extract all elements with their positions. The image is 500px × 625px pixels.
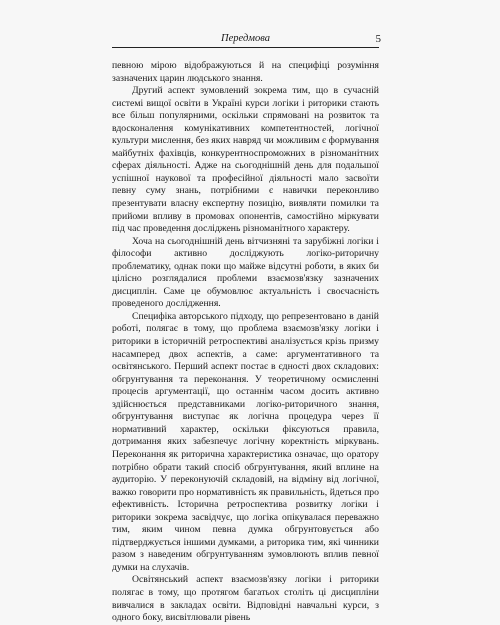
body-text <box>112 60 379 625</box>
paragraph: Специфіка авторського підходу, що репрезентовано в даній роботі, полягає в тому, що проблема взаємозв'язку логіки і риторики в історичній ретроспективі аналізується крізь призму насамперед двох аспектів, а саме: аргументативного та освітянського. Перший аспект постає в єдності двох складових: обгрунтування та переконання. У теоретичному осмисленні процесів аргументації, що останнім часом досить активно здійснюється представниками логіко-риторичного знання, обгрунтування виступає як логічна процедура через її нормативний характер, оскільки фіксуються правила, дотримання яких забезпечує логічну коректність міркувань. Переконання як риторична характеристика означає, що оратору потрібно обрати такий спосіб обгрунтування, який вплине на аудиторію. У переконуючій складовій, на відміну від логічної, важко говорити про нормативність як правильність, йдеться про ефективність. Історична ретроспектива розвитку логіки і риторики зокрема засвідчує, що логіка опікувалася переважно тим, яким чином певна думка обгрунтовується або підтверджується іншими думками, а риторика тим, які чинники разом з наведеним обгрунтуванням зумовлюють вплив певної думки на слухачів. <box>112 310 379 573</box>
paragraph: Другий аспект зумовлений зокрема тим, що в сучасній системі вищої освіти в Україні курси логіки і риторики стають все більш популярними, оскільки спрямовані на розвиток та вдосконалення комунікативних компетентностей, логічної культури мислення, без яких навряд чи можливим є формування майбутніх фахівців, конкурентноспроможних в різноманітних сферах діяльності. Адже на сьогоднішній день для подальшої успішної наукової та професійної діяльності мало засвоїти певну суму знань, потрібними є навички переконливо презентувати власну експертну позицію, виявляти помилки та прийоми впливу в промовах опонентів, самостійно міркувати під час проведення досліджень різноманітного характеру. <box>112 85 379 235</box>
paragraph: Освітянський аспект взаємозв'язку логіки і риторики полягає в тому, що протягом багатьох століть ці дисципліни вивчалися в закладах освіти. Відповідні навчальні курси, з одного боку, висвітлювали рівень <box>112 574 379 624</box>
paragraph-continuation: певною мірою відображуються й на специфіці розуміння зазначених царин людського знання. <box>112 60 379 84</box>
page-number: 5 <box>375 33 381 45</box>
page-header <box>112 35 379 48</box>
running-title: Передмова <box>221 33 270 44</box>
paragraph: Хоча на сьогоднішній день вітчизняні та зарубіжні логіки і філософи активно досліджують логіко-риторичну проблематику, однак поки що майже відсутні роботи, в яких би цілісно розглядалися проблеми взаємозв'язку зазначених дисциплін. Саме це обумовлює актуальність і своєчасність проведеного дослідження. <box>112 235 379 310</box>
